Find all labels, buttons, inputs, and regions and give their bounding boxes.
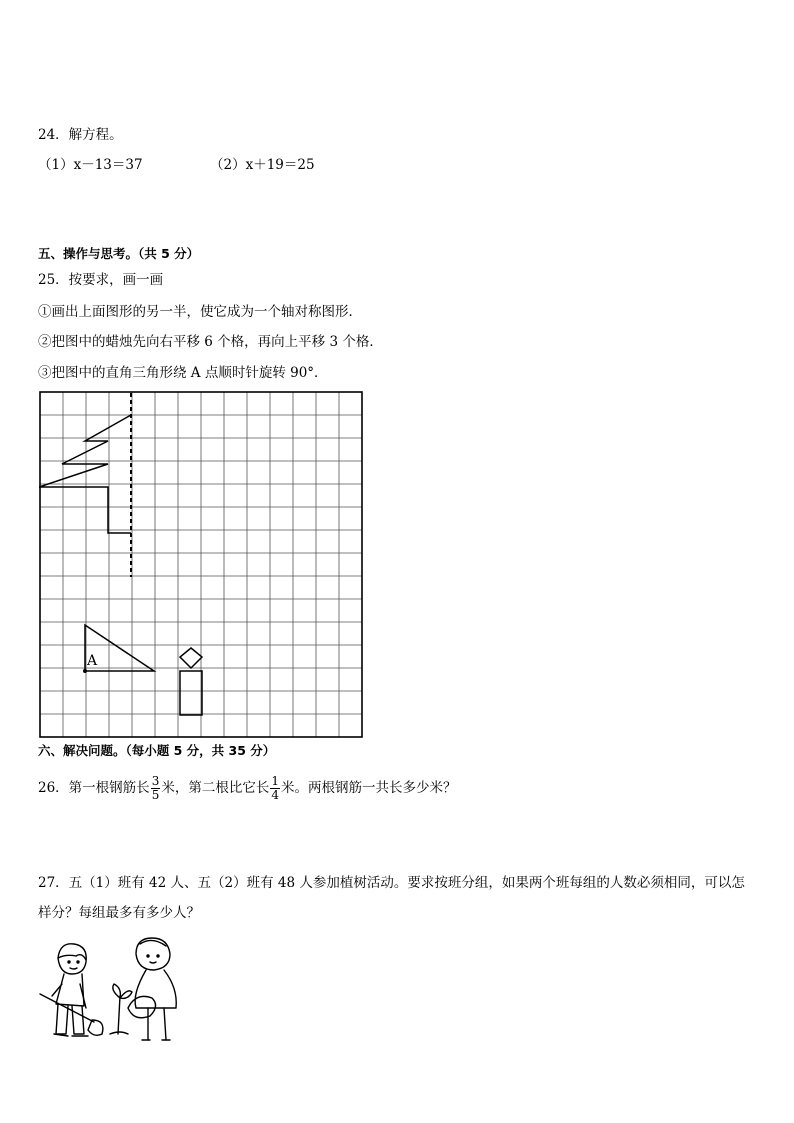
fraction-3-5 bbox=[151, 775, 161, 802]
q26-text bbox=[38, 775, 456, 802]
kids-planting-illustration bbox=[36, 934, 196, 1054]
section5-heading: 五、操作与思考。（共 5 分） bbox=[38, 246, 200, 261]
q24-equation-2: （2）x＋19＝25 bbox=[210, 157, 315, 173]
q24-title: 24．解方程。 bbox=[38, 127, 123, 143]
girl-figure bbox=[128, 938, 176, 1040]
grid-lines bbox=[40, 392, 362, 737]
q26-part-c: 米。两根钢筋一共长多少米？ bbox=[280, 780, 457, 796]
q25-title: 25．按要求，画一画 bbox=[38, 272, 164, 288]
q26-part-a: 26．第一根钢筋长 bbox=[38, 780, 150, 796]
half-tree-shape bbox=[39, 415, 131, 533]
fraction-1-4 bbox=[270, 775, 280, 802]
section6-heading: 六、解决问题。（每小题 5 分，共 35 分） bbox=[38, 743, 276, 758]
q27-line-1: 27．五（1）班有 42 人、五（2）班有 48 人参加植树活动。要求按班分组，如果两个班每组的人数必须相同，可以怎 bbox=[38, 875, 745, 891]
fraction-denominator: 4 bbox=[271, 788, 279, 802]
fraction-numerator: 1 bbox=[271, 774, 279, 788]
q25-task-3: ③把图中的直角三角形绕 A 点顺时针旋转 90°． bbox=[38, 365, 328, 381]
point-a bbox=[83, 669, 87, 673]
point-a-label: A bbox=[87, 653, 98, 669]
grid-figure bbox=[39, 391, 365, 739]
q26-part-b: 米，第二根比它长 bbox=[161, 780, 270, 796]
q24-equation-1: （1）x－13＝37 bbox=[38, 157, 143, 173]
q27-line-2: 样分？每组最多有多少人？ bbox=[38, 905, 200, 921]
q25-task-2: ②把图中的蜡烛先向右平移 6 个格，再向上平移 3 个格． bbox=[38, 334, 383, 350]
q25-task-1: ①画出上面图形的另一半，使它成为一个轴对称图形． bbox=[38, 304, 362, 320]
candle-body bbox=[180, 671, 202, 715]
candle-flame bbox=[180, 648, 202, 668]
boy-figure bbox=[40, 944, 103, 1036]
fraction-numerator: 3 bbox=[151, 774, 160, 788]
fraction-denominator: 5 bbox=[151, 788, 160, 802]
